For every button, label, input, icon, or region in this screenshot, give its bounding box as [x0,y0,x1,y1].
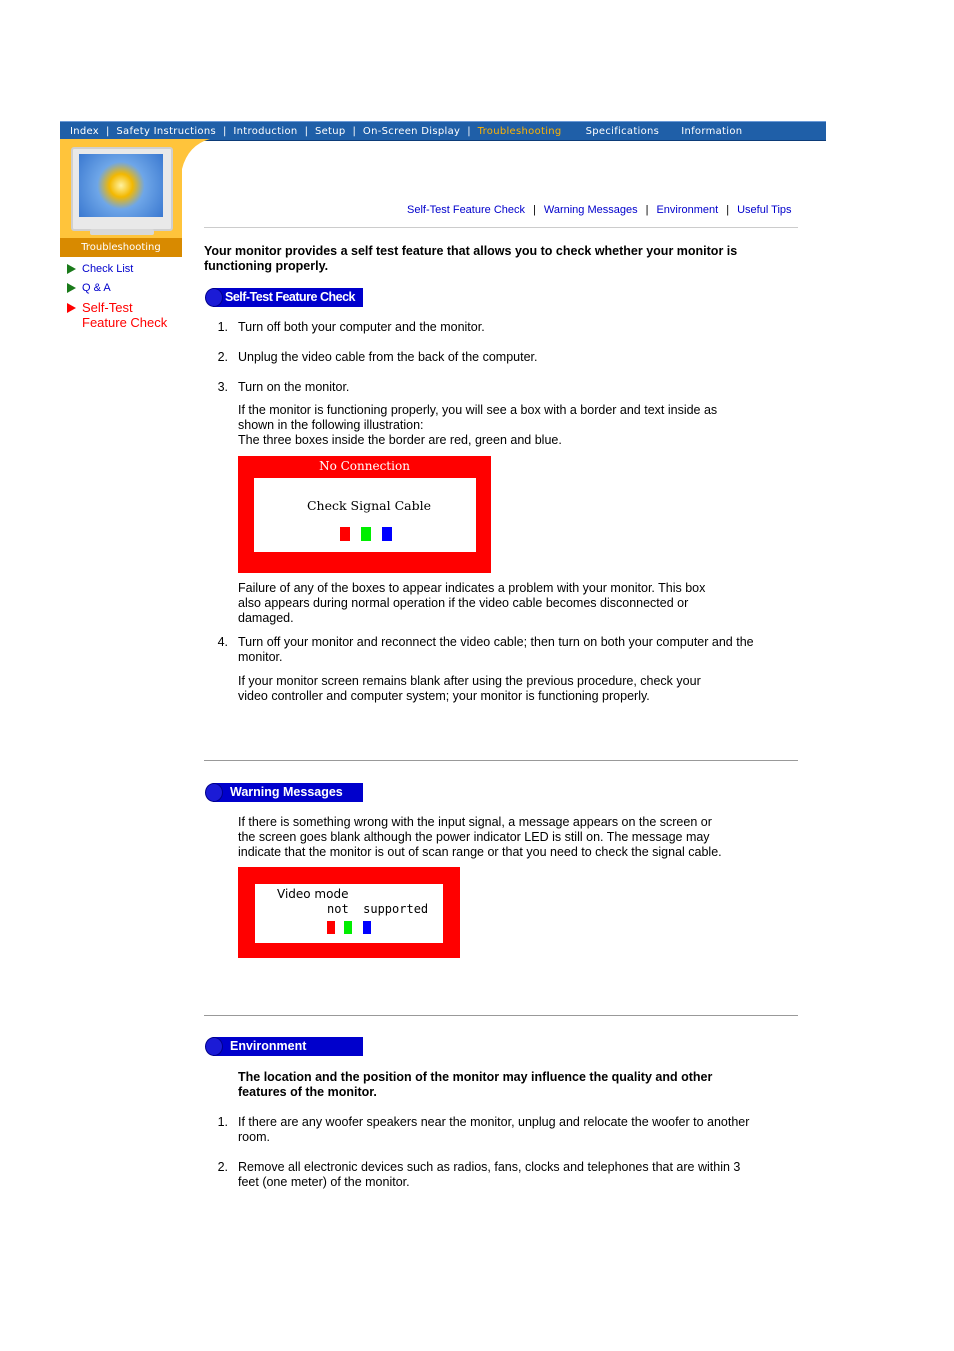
list-item: 3. Turn on the monitor. [217,380,350,394]
sidebar-item-self-test-feature-check[interactable]: Self-Test Feature Check [67,300,167,330]
sidebar-item-check-list[interactable]: Check List [67,263,133,275]
self-test-description: If the monitor is functioning properly, you will see a box with a border and text inside as shown in the following illustration: The three boxes inside the border are red, green and blue. [238,403,718,447]
divider [204,227,798,228]
monitor-illustration [71,147,173,231]
list-item: 2. Remove all electronic devices such as radios, fans, clocks and telephones that are within 3 feet (one meter) of the monitor. [217,1160,741,1189]
nav-index[interactable]: Index [70,125,100,137]
nav-setup[interactable]: Setup [314,125,346,137]
divider [204,760,798,761]
no-connection-title: No Connection [319,459,410,473]
nav-on-screen-display[interactable]: On-Screen Display [362,125,461,137]
sidebar-section-label: Troubleshooting [60,238,182,257]
warning-messages-heading: Warning Messages [205,783,358,802]
check-signal-cable-text: Check Signal Cable [306,498,431,513]
green-arrow-icon [67,283,76,293]
flower-screen-image [79,154,163,217]
environment-heading: Environment [205,1037,358,1056]
warning-description: If there is something wrong with the input signal, a message appears on the screen or the screen goes blank although the power indicator LED is still on. The message may indicate that the monitor is out of scan range or that you need to check the signal cable. [238,815,722,859]
failure-description: Failure of any of the boxes to appear indicates a problem with your monitor. This box also appears during normal operation if the video cable becomes disconnected or damaged. [238,581,706,625]
heading-bullet-icon [205,1037,223,1056]
green-square [344,921,352,934]
list-item: 4. Turn off your monitor and reconnect the video cable; then turn on both your computer and the monitor. [217,635,754,664]
blue-square [363,921,371,934]
green-square [361,527,371,541]
video-mode-not-supported-illustration [238,867,460,958]
section-links: Self-Test Feature Check | Warning Messages | Environment | Useful Tips [407,204,792,216]
link-useful-tips[interactable]: Useful Tips [737,204,792,216]
list-item: 1. If there are any woofer speakers near the monitor, unplug and relocate the woofer to another room. [217,1115,750,1144]
not-supported-text: not supported [327,902,429,916]
red-arrow-icon [67,303,76,313]
nav-safety-instructions[interactable]: Safety Instructions [116,125,217,137]
divider [204,1015,798,1016]
top-nav-bar: Index | Safety Instructions | Introduction | Setup | On-Screen Display | Troubleshooting Specifications Information [60,121,826,141]
sidebar-item-qa[interactable]: Q & A [67,282,111,294]
red-square [327,921,335,934]
video-mode-text: Video mode [277,887,349,901]
red-square [340,527,350,541]
self-test-heading: Self-Test Feature Check [205,288,358,307]
list-item: 2. Unplug the video cable from the back of the computer. [217,350,538,364]
blank-screen-description: If your monitor screen remains blank after using the previous procedure, check your video controller and computer system; your monitor is functioning properly. [238,674,701,703]
nav-troubleshooting[interactable]: Troubleshooting [477,125,562,137]
heading-bullet-icon [205,288,223,307]
environment-intro: The location and the position of the monitor may influence the quality and other features of the monitor. [238,1070,713,1099]
link-warning-messages[interactable]: Warning Messages [543,204,638,216]
nav-information[interactable]: Information [681,125,743,137]
nav-specifications[interactable]: Specifications [585,125,660,137]
link-environment[interactable]: Environment [656,204,719,216]
heading-bullet-icon [205,783,223,802]
no-connection-illustration [238,456,491,573]
list-item: 1. Turn off both your computer and the monitor. [217,320,485,334]
link-self-test-feature-check[interactable]: Self-Test Feature Check [407,204,525,216]
banner-corner-arc [182,139,210,257]
green-arrow-icon [67,264,76,274]
intro-text: Your monitor provides a self test feature that allows you to check whether your monitor is functioning properly. [204,244,738,273]
blue-square [382,527,392,541]
nav-introduction[interactable]: Introduction [233,125,298,137]
